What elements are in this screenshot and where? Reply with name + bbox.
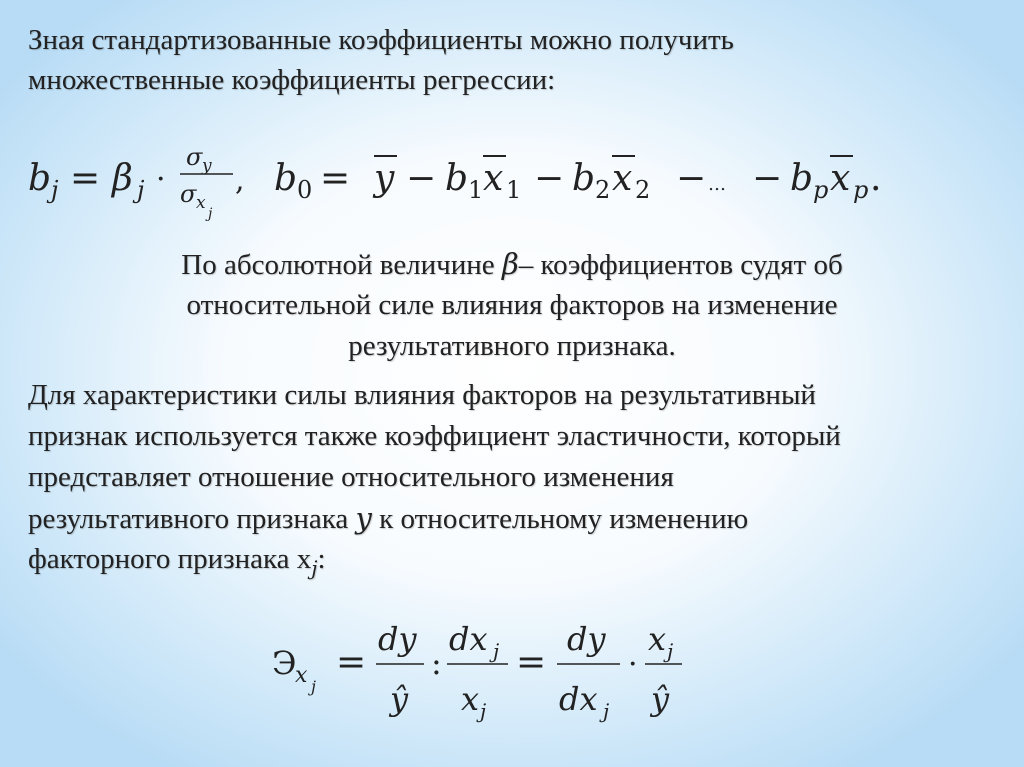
j-subscript: j — [208, 206, 213, 222]
dx-numerator: dx — [449, 620, 488, 658]
x-denominator: x — [461, 680, 480, 718]
beta-note-line-2: относительной силе влияния факторов на изменение — [186, 289, 838, 321]
beta-symbol: β — [501, 247, 519, 281]
y-symbol: y — [374, 158, 395, 199]
elasticity-text: факторного признака x — [28, 543, 312, 575]
intro-line-2: множественные коэффициенты регрессии: — [28, 64, 556, 96]
x-symbol: x — [612, 158, 633, 199]
zero-subscript: 0 — [297, 176, 313, 204]
j-subscript: j — [480, 699, 487, 723]
minus-sign: − — [406, 158, 437, 199]
dy-numerator: dy — [567, 620, 606, 658]
y-hat-denominator: ŷ — [651, 680, 670, 718]
b-symbol: b — [274, 158, 298, 199]
beta-note-line-3: результативного признака. — [348, 330, 676, 362]
y-hat-denominator: ŷ — [390, 680, 409, 718]
j-subscript: j — [51, 176, 59, 204]
one-subscript: 1 — [468, 176, 484, 204]
minus-sign: − — [676, 158, 707, 199]
dot-operator: · — [628, 647, 638, 682]
colon: : — [431, 644, 442, 682]
j-subscript: j — [603, 699, 610, 723]
x-subscript: x — [295, 663, 308, 688]
elasticity-line-4 — [28, 500, 748, 537]
two-subscript: 2 — [635, 176, 651, 204]
two-subscript: 2 — [595, 176, 611, 204]
equals-sign: = — [336, 642, 367, 683]
sigma-symbol: σ — [180, 180, 197, 208]
j-subscript: j — [137, 176, 145, 204]
y-subscript: y — [202, 156, 212, 176]
regression-coefficients-formula — [0, 132, 1024, 222]
intro-line-1: Зная стандартизованные коэффициенты можно получить — [28, 24, 734, 56]
elasticity-symbol: Э — [272, 644, 297, 682]
dot-operator: · — [156, 162, 166, 197]
elasticity-text: к относительному изменению — [371, 503, 749, 535]
ellipsis: … — [708, 174, 726, 195]
x-symbol: x — [830, 158, 851, 199]
colon: : — [317, 543, 326, 575]
equals-sign: = — [70, 158, 101, 199]
minus-sign: − — [752, 158, 783, 199]
equals-sign: = — [320, 158, 351, 199]
elasticity-formula — [0, 612, 1024, 747]
period: . — [870, 158, 882, 199]
p-subscript: p — [813, 176, 829, 204]
b-symbol: b — [28, 158, 52, 199]
y-variable: y — [355, 501, 372, 535]
comma: , — [235, 163, 245, 198]
b-symbol: b — [572, 158, 596, 199]
one-subscript: 1 — [506, 176, 522, 204]
elasticity-line-5 — [28, 541, 326, 586]
b-symbol: b — [790, 158, 814, 199]
equals-sign: = — [516, 642, 547, 683]
dy-numerator: dy — [378, 620, 417, 658]
x-numerator: x — [648, 620, 667, 658]
beta-note-text: По абсолютной величине — [181, 249, 502, 281]
dx-denominator: dx — [559, 680, 598, 718]
p-subscript: p — [853, 176, 869, 204]
sigma-symbol: σ — [186, 143, 203, 171]
elasticity-line-3: представляет отношение относительного изменения — [28, 461, 674, 493]
beta-note-text: – коэффициентов судят об — [518, 249, 843, 281]
elasticity-text: результативного признака — [28, 503, 356, 535]
x-symbol: x — [483, 158, 504, 199]
j-subscript: j — [311, 555, 318, 580]
elasticity-line-2: признак используется также коэффициент эластичности, который — [28, 420, 841, 452]
x-subscript: x — [196, 193, 206, 213]
j-subscript: j — [311, 677, 316, 696]
j-subscript: j — [493, 639, 500, 663]
j-subscript: j — [667, 639, 674, 663]
beta-symbol: β — [112, 158, 133, 199]
elasticity-line-1: Для характеристики силы влияния факторов на результативный — [28, 379, 816, 411]
beta-note-line-1 — [0, 246, 1024, 283]
b-symbol: b — [445, 158, 469, 199]
minus-sign: − — [534, 158, 565, 199]
